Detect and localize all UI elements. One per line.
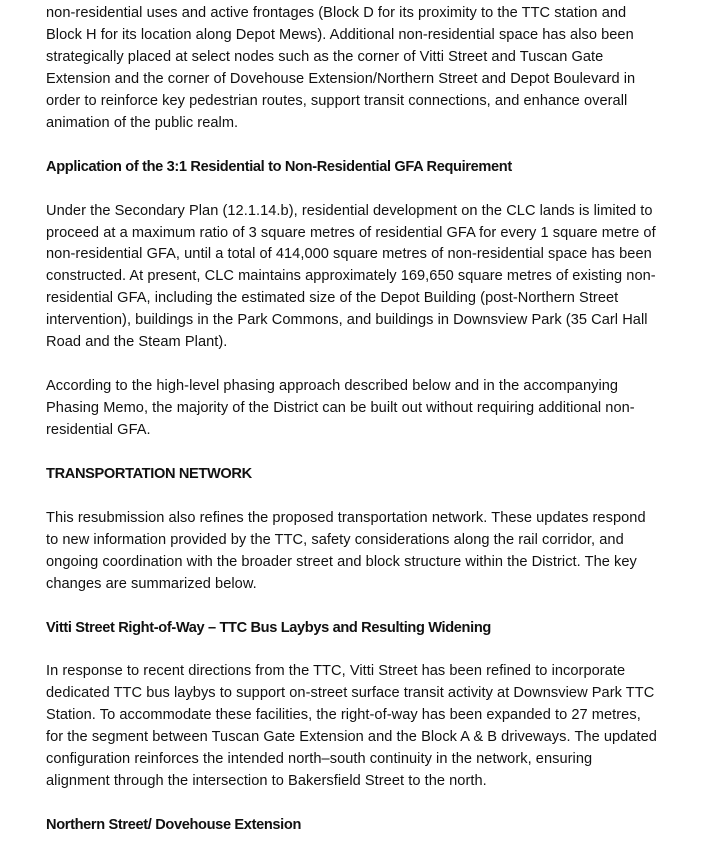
text-line: non-residential uses and active frontages (Block D for its proximity to the TTC station and [46, 5, 627, 21]
paragraph-gap [46, 486, 698, 508]
text-line: residential GFA. [46, 422, 151, 439]
text-line: Extension and the corner of Dovehouse Extension/Northern Street and Depot Boulevard in [46, 70, 636, 87]
heading-northern-street: Northern Street/ Dovehouse Extension [46, 817, 302, 834]
text-line: In response to recent directions from the TTC, Vitti Street has been refined to incorporate [46, 663, 626, 680]
paragraph-gap [46, 442, 698, 464]
text-line: animation of the public realm. [46, 114, 239, 131]
text-line: constructed. At present, CLC maintains approximately 169,650 square metres of existing non- [46, 268, 656, 285]
paragraph-gfa-1 [46, 201, 698, 355]
paragraph-intro [46, 3, 698, 135]
text-line: According to the high-level phasing approach described below and in the accompanying [46, 378, 619, 395]
text-line: intervention), buildings in the Park Commons, and buildings in Downsview Park (35 Carl Hall [46, 312, 648, 329]
heading-vitti-street: Vitti Street Right-of-Way – TTC Bus Laybys and Resulting Widening [46, 619, 491, 636]
text-line: order to reinforce key pedestrian routes, support transit connections, and enhance overall [46, 92, 628, 109]
text-line: Station. To accommodate these facilities, the right-of-way has been expanded to 27 metres, [46, 707, 641, 724]
paragraph-gap [46, 179, 698, 201]
heading-transportation-network: TRANSPORTATION NETWORK [46, 465, 252, 482]
text-line: to new information provided by the TTC, safety considerations along the rail corridor, and [46, 531, 624, 548]
paragraph-gap [46, 354, 698, 376]
document-page [46, 3, 698, 837]
text-line: changes are summarized below. [46, 575, 257, 592]
paragraph-gap [46, 640, 698, 662]
heading-gfa-requirement: Application of the 3:1 Residential to Non-Residential GFA Requirement [46, 158, 512, 175]
paragraph-gap [46, 596, 698, 618]
text-line: alignment through the intersection to Bakersfield Street to the north. [46, 773, 487, 790]
text-line: residential GFA, including the estimated size of the Depot Building (post-Northern Street [46, 290, 619, 307]
text-line: proceed at a maximum ratio of 3 square metres of residential GFA for every 1 square metre of [46, 224, 656, 241]
text-line: Road and the Steam Plant). [46, 334, 228, 351]
paragraph-gap [46, 135, 698, 157]
paragraph-transportation [46, 508, 698, 596]
text-line: ongoing coordination with the broader street and block structure within the District. The key [46, 553, 637, 570]
text-line: for the segment between Tuscan Gate Extension and the Block A & B driveways. The updated [46, 729, 657, 746]
paragraph-vitti-street [46, 661, 698, 793]
paragraph-gap [46, 793, 698, 815]
text-line: Phasing Memo, the majority of the District can be built out without requiring additional non- [46, 400, 635, 417]
text-line: Block H for its location along Depot Mews). Additional non-residential space has also been [46, 26, 634, 43]
text-line: strategically placed at select nodes such as the corner of Vitti Street and Tuscan Gate [46, 48, 604, 65]
text-line: non-residential GFA, until a total of 414,000 square metres of non-residential space has been [46, 246, 652, 263]
paragraph-gfa-2 [46, 376, 698, 442]
text-line: Under the Secondary Plan (12.1.14.b), residential development on the CLC lands is limited to [46, 202, 653, 219]
text-line: configuration reinforces the intended north–south continuity in the network, ensuring [46, 751, 593, 768]
text-line: This resubmission also refines the proposed transportation network. These updates respond [46, 509, 646, 526]
text-line: dedicated TTC bus laybys to support on-street surface transit activity at Downsview Park TTC [46, 685, 655, 702]
